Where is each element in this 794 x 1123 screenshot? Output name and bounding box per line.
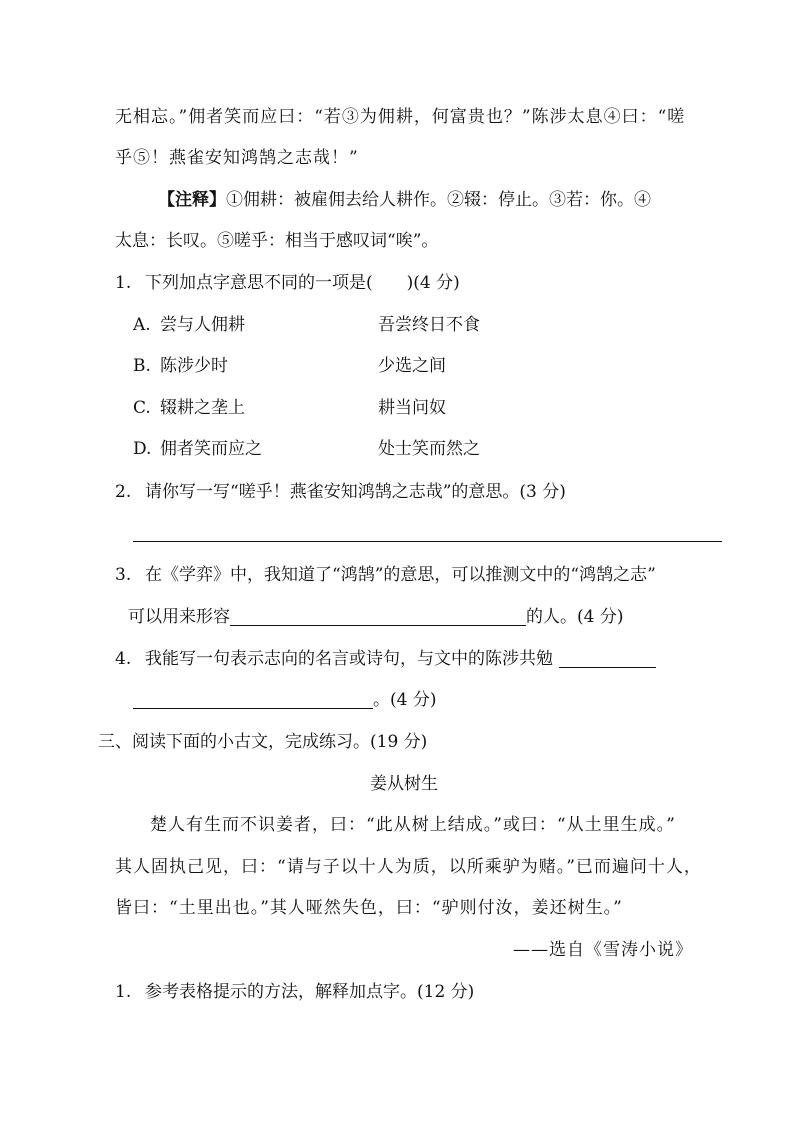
question-number: 3. [115, 565, 132, 585]
question-4 [115, 647, 656, 671]
question-text: 。(4 分) [373, 690, 437, 710]
passage-para-2: 其人固执己见，曰：“请与子以十人为质，以所乘驴为赌。”已而遍问十人， [115, 857, 702, 877]
option-right-text: 少选之间 [378, 356, 446, 376]
notes-text-1: ①佣耕：被雇佣去给人耕作。②辍：停止。③若：你。④ [226, 190, 651, 210]
question-number: 1. [115, 273, 132, 293]
passage-title: 姜从树生 [370, 774, 438, 794]
question-number: 4. [115, 649, 132, 669]
question-text: 参考表格提示的方法，解释加点字。(12 分) [145, 982, 475, 1002]
question-text: 可以用来形容 [128, 607, 230, 627]
question-3-line-2 [128, 605, 623, 629]
section3-question-1 [115, 980, 474, 1004]
section-heading: 三、阅读下面的小古文，完成练习。(19 分) [98, 732, 428, 752]
option-left-text: 陈涉少时 [160, 356, 228, 376]
answer-line-q2[interactable] [133, 541, 722, 542]
question-text: 的人。(4 分) [526, 607, 624, 627]
notes-line-2: 太息：长叹。⑤嗟乎：相当于感叹词“唉”。 [115, 231, 439, 251]
option-left-text: 辍耕之垄上 [160, 398, 245, 418]
option-left-text: 佣者笑而应之 [160, 439, 262, 459]
question-number: 1. [115, 982, 132, 1002]
question-text: 下列加点字意思不同的一项是( )(4 分) [145, 273, 460, 293]
passage-line-1: 无相忘。”佣者笑而应曰：“若③为佣耕，何富贵也？”陈涉太息④曰：“嗟 [115, 107, 686, 127]
answer-blank-q4a[interactable] [559, 649, 656, 668]
option-left-text: 尝与人佣耕 [160, 315, 245, 335]
question-text: 我能写一句表示志向的名言或诗句，与文中的陈涉共勉 [145, 649, 553, 669]
passage-para-3: 皆曰：“土里出也。”其人哑然失色，曰：“驴则付汝，姜还树生。” [115, 898, 623, 918]
notes-label: 【注释】 [158, 190, 226, 210]
passage-line-2: 乎⑤！燕雀安知鸿鹄之志哉！” [115, 148, 359, 168]
question-text: 在《学弈》中，我知道了“鸿鹄”的意思，可以推测文中的“鸿鹄之志” [145, 565, 656, 585]
option-label: C. [133, 398, 151, 418]
passage-para-1: 楚人有生而不识姜者，曰：“此从树上结成。”或曰：“从土里生成。” [150, 815, 676, 835]
notes-line-1 [158, 188, 651, 212]
option-right-text: 吾尝终日不食 [378, 315, 480, 335]
passage-source: ——选自《雪涛小说》 [513, 940, 693, 960]
question-text: 请你写一写“嗟乎！燕雀安知鸿鹄之志哉”的意思。(3 分) [145, 482, 566, 502]
question-2 [115, 480, 566, 504]
option-label: B. [133, 356, 151, 376]
question-4-line-2 [133, 688, 436, 712]
question-3 [115, 563, 656, 587]
option-label: A. [133, 315, 151, 335]
question-1 [115, 271, 460, 295]
option-label: D. [133, 439, 152, 459]
option-right-text: 耕当问奴 [378, 398, 446, 418]
answer-blank-q4b[interactable] [133, 690, 373, 709]
question-number: 2. [115, 482, 132, 502]
answer-blank-q3[interactable] [230, 607, 526, 626]
option-right-text: 处士笑而然之 [378, 439, 480, 459]
